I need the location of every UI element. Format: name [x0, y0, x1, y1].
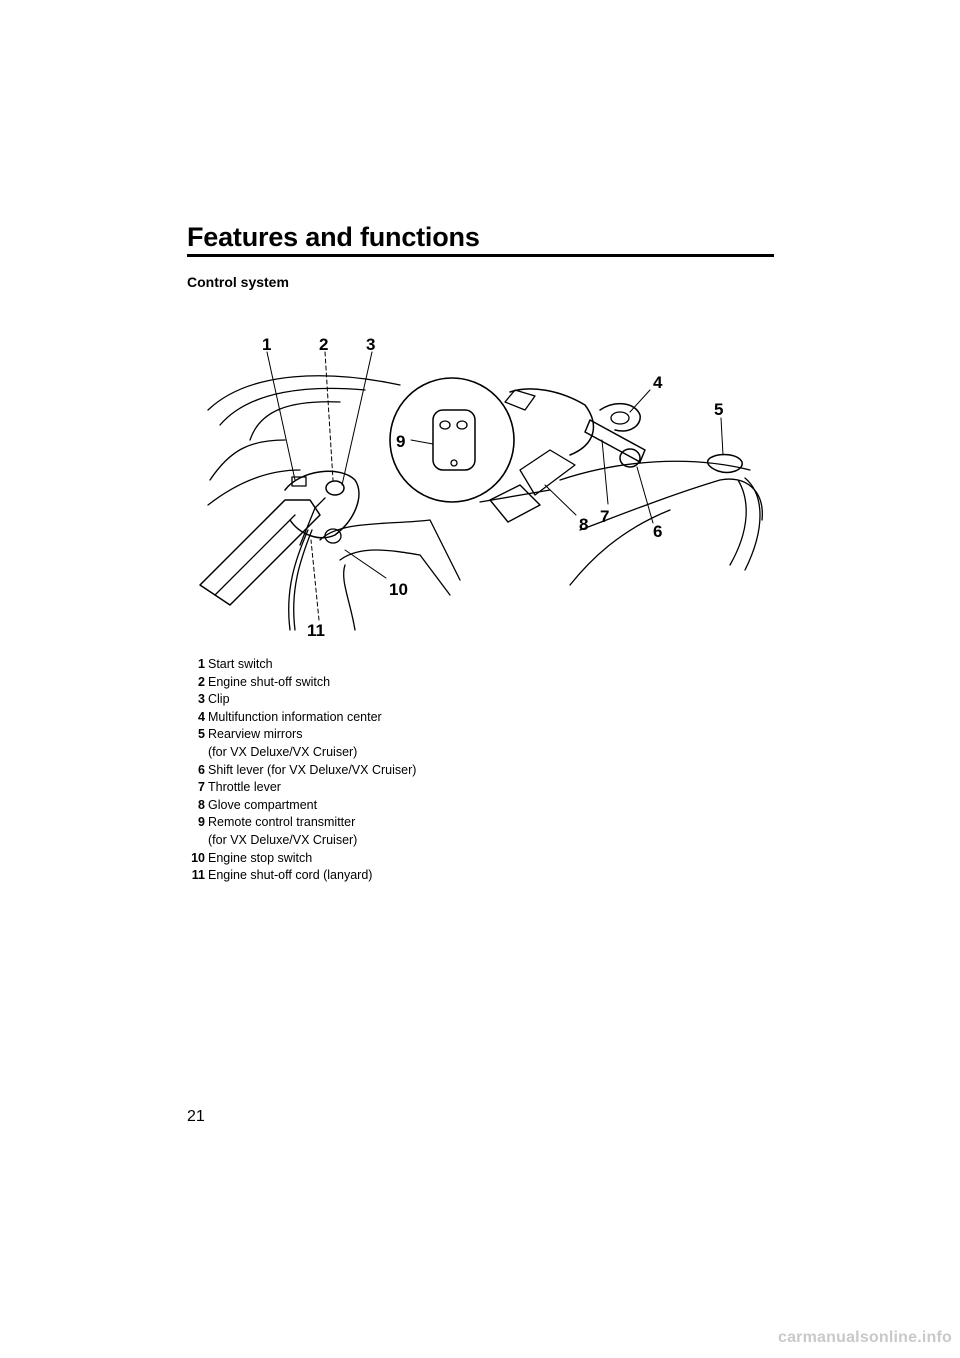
legend-text	[208, 797, 481, 815]
legend-text	[208, 850, 481, 868]
callout-5: 5	[714, 400, 724, 419]
callout-3: 3	[366, 335, 376, 354]
legend-number: 11	[191, 868, 205, 883]
legend-text-line: (for VX Deluxe/VX Cruiser)	[208, 832, 358, 847]
legend-text	[208, 674, 481, 692]
legend-number: 10	[191, 850, 205, 865]
legend-number: 9	[198, 815, 205, 830]
legend-item	[181, 726, 481, 761]
legend-number: 8	[198, 797, 205, 812]
callout-4: 4	[653, 373, 663, 392]
callout-9: 9	[396, 432, 406, 451]
legend-text	[208, 691, 481, 709]
legend-text	[208, 762, 481, 780]
legend-text	[208, 656, 481, 674]
legend-number: 2	[198, 674, 205, 689]
legend-text	[208, 709, 481, 727]
legend-text-line: Shift lever (for VX Deluxe/VX Cruiser)	[208, 762, 417, 777]
legend-text-line: Remote control transmitter	[208, 815, 356, 830]
legend-text	[208, 779, 481, 797]
legend-text-line: Glove compartment	[208, 797, 318, 812]
legend-text-line: Engine shut-off cord (lanyard)	[208, 868, 373, 883]
title-rule	[187, 254, 774, 257]
legend-item	[181, 709, 481, 727]
legend-text-line: (for VX Deluxe/VX Cruiser)	[208, 744, 358, 759]
section-title: Control system	[187, 274, 289, 290]
legend-item	[181, 850, 481, 868]
legend-text	[208, 726, 481, 761]
page-title: Features and functions	[187, 222, 480, 252]
callout-8: 8	[579, 515, 589, 534]
callout-10: 10	[389, 580, 408, 599]
callout-6: 6	[653, 522, 663, 541]
legend-text-line: Start switch	[208, 657, 273, 671]
legend-item	[181, 814, 481, 849]
legend-text-line: Multifunction information center	[208, 709, 382, 724]
legend-number: 7	[198, 780, 205, 795]
legend-text	[208, 814, 481, 849]
legend-number: 1	[198, 657, 205, 671]
legend-item	[181, 674, 481, 692]
legend-text-line: Clip	[208, 692, 230, 707]
control-system-illustration	[190, 330, 770, 640]
legend-item	[181, 656, 481, 674]
legend-text-line: Throttle lever	[208, 780, 281, 795]
legend-item	[181, 867, 481, 885]
legend-text-line: Engine stop switch	[208, 850, 313, 865]
legend-text-line: Rearview mirrors	[208, 727, 303, 742]
legend-text	[208, 867, 481, 885]
legend-number: 4	[198, 709, 205, 724]
legend	[181, 656, 481, 885]
callout-11: 11	[307, 621, 325, 640]
legend-item	[181, 779, 481, 797]
legend-item	[181, 691, 481, 709]
legend-number: 5	[198, 727, 205, 742]
callout-1: 1	[262, 335, 272, 354]
callout-7: 7	[600, 507, 610, 526]
page-number: 21	[187, 1108, 205, 1125]
legend-text-line: Engine shut-off switch	[208, 674, 331, 689]
legend-item	[181, 797, 481, 815]
legend-number: 3	[198, 692, 205, 707]
legend-item	[181, 762, 481, 780]
callout-2: 2	[319, 335, 329, 354]
legend-number: 6	[198, 762, 205, 777]
watermark: carmanualsonline.info	[777, 1329, 952, 1346]
